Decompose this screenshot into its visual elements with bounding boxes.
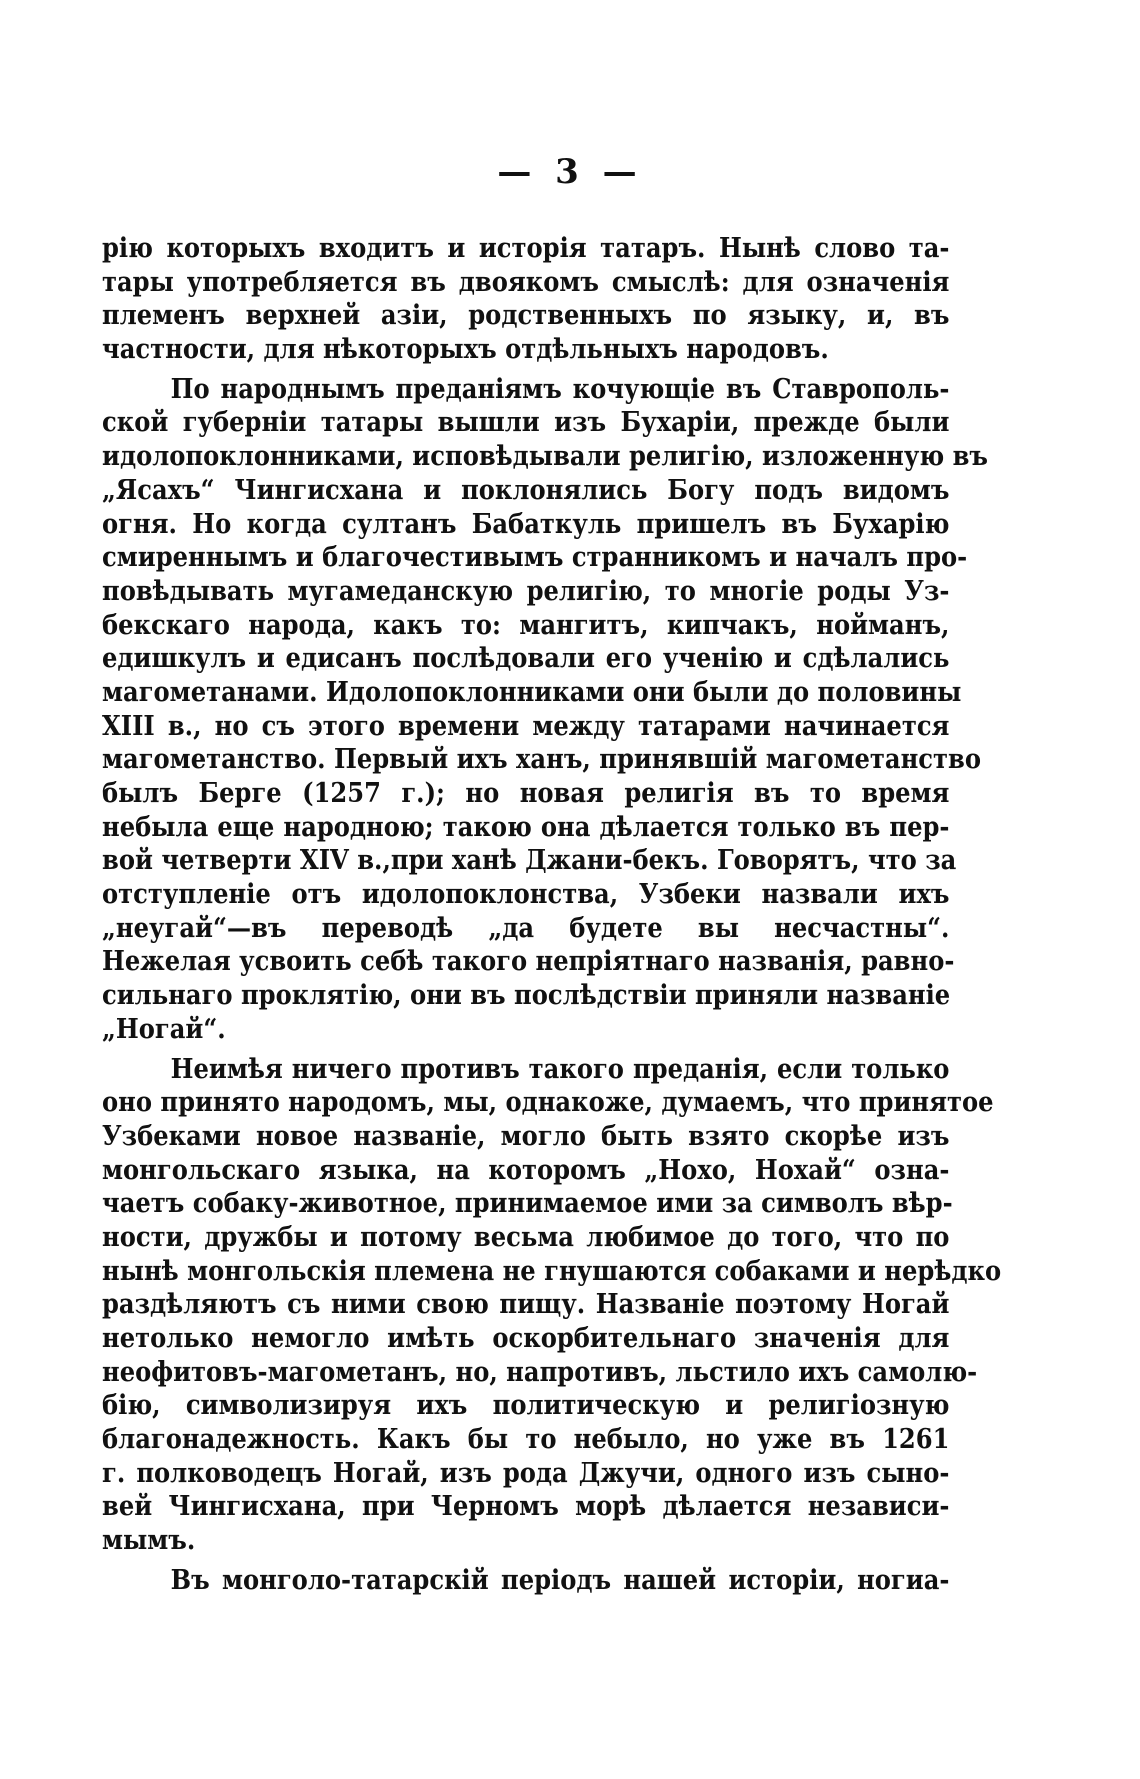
text-line: мымъ. [102, 1524, 196, 1557]
text-line: г. полководецъ Ногай, изъ рода Джучи, одного изъ сыно- [102, 1456, 950, 1489]
text-line: Неимѣя ничего противъ такого преданія, если только [170, 1052, 950, 1085]
text-line: „Ногай“. [102, 1012, 226, 1045]
text-line: тары употребляется въ двоякомъ смыслѣ: для означенія [102, 265, 950, 298]
text-line: ской губерніи татары вышли изъ Бухаріи, прежде были [102, 406, 950, 439]
text-line: монгольскаго языка, на которомъ „Нохо, Нохай“ озна- [102, 1153, 950, 1186]
text-line: Въ монголо-татарскій періодъ нашей исторіи, ногиа- [170, 1563, 950, 1596]
text-line: благонадежность. Какъ бы то небыло, но уже въ 1261 [102, 1423, 950, 1456]
text-line: нынѣ монгольскія племена не гнушаются собаками и нерѣдко [102, 1254, 1002, 1287]
text-line: чаетъ собаку-животное, принимаемое ими за символъ вѣр- [102, 1187, 953, 1220]
text-line: смиреннымъ и благочестивымъ странникомъ и началъ про- [102, 541, 968, 574]
text-line: идолопоклонниками, исповѣдывали религію, изложенную въ [102, 440, 988, 473]
text-line: нетолько немогло имѣть оскорбительнаго значенія для [102, 1322, 950, 1354]
text-line: ности, дружбы и потому весьма любимое до того, что по [102, 1220, 950, 1253]
text-line: вей Чингисхана, при Черномъ морѣ дѣлается независи- [102, 1490, 950, 1523]
text-line: рію которыхъ входитъ и исторія татаръ. Нынѣ слово та- [102, 232, 950, 264]
text-line: раздѣляютъ съ ними свою пищу. Названіе поэтому Ногай [102, 1288, 950, 1321]
text-line: сильнаго проклятію, они въ послѣдствіи приняли названіе [102, 979, 951, 1012]
text-line: огня. Но когда султанъ Бабаткуль пришелъ въ Бухарію [102, 507, 950, 540]
text-line: магометанство. Первый ихъ ханъ, принявшій магометанство [102, 743, 981, 776]
text-line: племенъ верхней азіи, родственныхъ по языку, и, въ [102, 299, 950, 332]
text-line: магометанами. Идолопоклонниками они были до половины [102, 675, 962, 708]
text-line: едишкулъ и едисанъ послѣдовали его ученію и сдѣлались [102, 642, 950, 675]
text-line: небыла еще народною; такою она дѣлается только въ пер- [102, 810, 950, 843]
text-line: былъ Берге (1257 г.); но новая религія въ то время [102, 777, 950, 809]
text-line: оно принято народомъ, мы, однакоже, думаемъ, что принятое [102, 1086, 994, 1119]
page-number: — 3 — [497, 152, 643, 192]
text-line: XIII в., но съ этого времени между татарами начинается [102, 709, 950, 742]
text-line: повѣдывать мугамеданскую религію, то многіе роды Уз- [102, 574, 950, 607]
text-line: „неугай“—въ переводѣ „да будете вы несчастны“. [102, 911, 950, 944]
body-text [102, 232, 1002, 1598]
text-line: бекскаго народа, какъ то: мангитъ, кипчакъ, нойманъ, [102, 608, 950, 641]
text-line: неофитовъ-магометанъ, но, напротивъ, льстило ихъ самолю- [102, 1355, 978, 1388]
text-line: По народнымъ преданіямъ кочующіе въ Ставрополь- [170, 372, 950, 405]
text-line: отступленіе отъ идолопоклонства, Узбеки назвали ихъ [102, 878, 950, 911]
text-line: Нежелая усвоить себѣ такого непріятнаго названія, равно- [102, 945, 955, 978]
text-line: Узбеками новое названіе, могло быть взято скорѣе изъ [102, 1119, 950, 1152]
text-line: вой четверти XIV в.,при ханѣ Джани-бекъ. Говорятъ, что за [102, 844, 957, 877]
text-line: частности, для нѣкоторыхъ отдѣльныхъ народовъ. [102, 333, 829, 366]
text-line: бію, символизируя ихъ политическую и религіозную [102, 1389, 950, 1422]
text-line: „Ясахъ“ Чингисхана и поклонялись Богу подъ видомъ [102, 473, 950, 506]
